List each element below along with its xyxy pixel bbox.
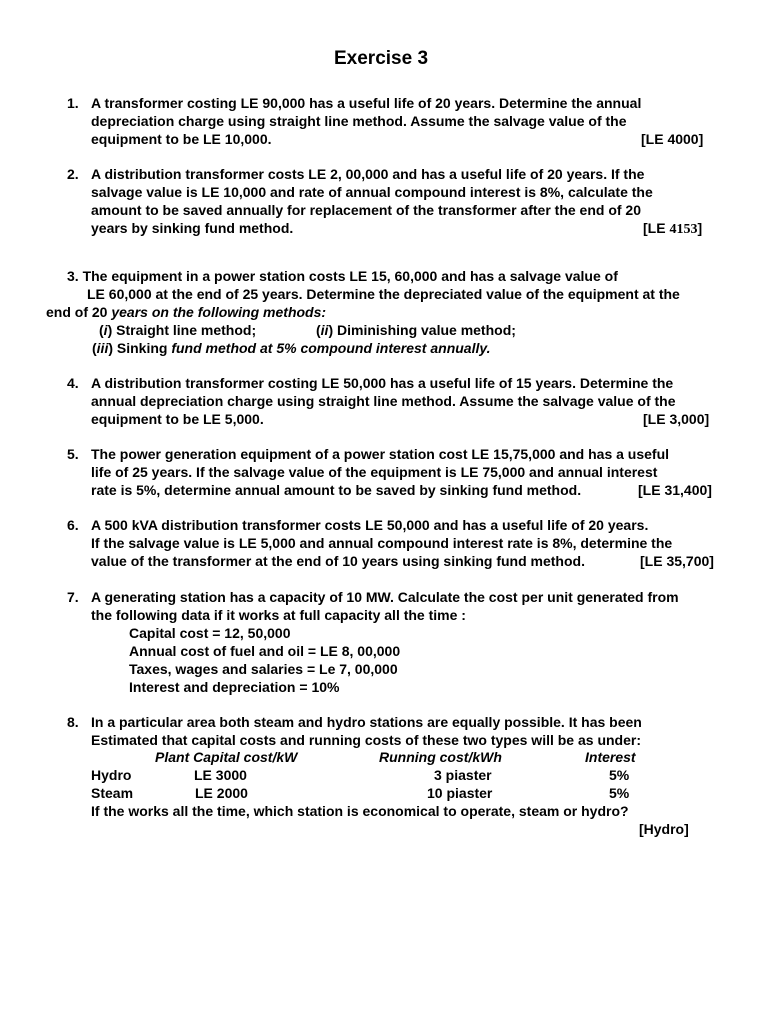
- table-cell: Hydro: [91, 767, 132, 783]
- page-title: Exercise 3: [334, 48, 429, 69]
- problem-number: 1.: [67, 95, 79, 111]
- data-line: Interest and depreciation = 10%: [129, 679, 340, 695]
- data-line: Annual cost of fuel and oil = LE 8, 00,000: [129, 643, 401, 659]
- method-number: ii: [320, 322, 329, 338]
- problem-line: equipment to be LE 10,000.: [91, 131, 272, 147]
- paren: (: [316, 322, 321, 338]
- method-number: iii: [96, 340, 109, 356]
- answer: [643, 220, 702, 238]
- method-number: i: [103, 322, 108, 338]
- problem-line: years by sinking fund method.: [91, 220, 294, 236]
- method-text-italic: fund method at 5% compound interest annually.: [171, 340, 491, 356]
- problem-line: A generating station has a capacity of 10 MW. Calculate the cost per unit generated from: [91, 589, 679, 605]
- table-cell: 5%: [609, 785, 630, 801]
- paren: (: [92, 340, 97, 356]
- answer: [LE 3,000]: [643, 411, 710, 427]
- table-header: Running cost/kWh: [379, 749, 502, 765]
- problem-line: Estimated that capital costs and running costs of these two types will be as under:: [91, 732, 641, 748]
- data-line: Taxes, wages and salaries = Le 7, 00,000: [129, 661, 398, 677]
- problem-line: In a particular area both steam and hydro stations are equally possible. It has been: [91, 714, 642, 730]
- problem-number: 5.: [67, 446, 79, 462]
- method-text: ) Straight line method;: [107, 322, 257, 338]
- problem-line: LE 60,000 at the end of 25 years. Determine the depreciated value of the equipment at the: [87, 286, 680, 302]
- problem-line: A transformer costing LE 90,000 has a useful life of 20 years. Determine the annual: [91, 95, 642, 111]
- problem-number: 2.: [67, 166, 79, 182]
- table-header: Interest: [585, 749, 636, 765]
- problem-line: salvage value is LE 10,000 and rate of annual compound interest is 8%, calculate the: [91, 184, 653, 200]
- problem-line: If the works all the time, which station is economical to operate, steam or hydro?: [91, 803, 629, 819]
- problem-line: equipment to be LE 5,000.: [91, 411, 264, 427]
- problem-number: 7.: [67, 589, 79, 605]
- problem-line: annual depreciation charge using straight line method. Assume the salvage value of the: [91, 393, 676, 409]
- answer-suffix: ]: [697, 220, 703, 236]
- answer: [LE 31,400]: [638, 482, 712, 498]
- method-iii: [92, 340, 491, 357]
- problem-line: depreciation charge using straight line method. Assume the salvage value of the: [91, 113, 627, 129]
- data-line: Capital cost = 12, 50,000: [129, 625, 291, 641]
- problem-line: A distribution transformer costs LE 2, 00,000 and has a useful life of 20 years. If the: [91, 166, 645, 182]
- paren: (: [99, 322, 104, 338]
- problem-number: 4.: [67, 375, 79, 391]
- answer: [Hydro]: [639, 821, 689, 837]
- answer-prefix: [LE: [643, 220, 670, 236]
- method-ii: [316, 322, 516, 339]
- problem-line: rate is 5%, determine annual amount to be saved by sinking fund method.: [91, 482, 582, 498]
- problem-line: If the salvage value is LE 5,000 and annual compound interest rate is 8%, determine the: [91, 535, 673, 551]
- problem-line: A 500 kVA distribution transformer costs LE 50,000 and has a useful life of 20 years.: [91, 517, 649, 533]
- problem-line: life of 25 years. If the salvage value of the equipment is LE 75,000 and annual interest: [91, 464, 658, 480]
- answer: [LE 35,700]: [640, 553, 714, 569]
- table-cell: 3 piaster: [434, 767, 492, 783]
- problem-line: amount to be saved annually for replacement of the transformer after the end of 20: [91, 202, 642, 218]
- answer-value: 4153: [669, 222, 698, 237]
- table-header: Plant Capital cost/kW: [155, 749, 298, 765]
- table-cell: LE 2000: [195, 785, 248, 801]
- problem-number: 6.: [67, 517, 79, 533]
- line-part: end of 20: [46, 304, 112, 320]
- problem-number: 8.: [67, 714, 79, 730]
- method-i: [99, 322, 256, 339]
- table-cell: Steam: [91, 785, 134, 801]
- problem-line: A distribution transformer costing LE 50,000 has a useful life of 15 years. Determine the: [91, 375, 674, 391]
- problem-line: [46, 304, 326, 321]
- table-cell: LE 3000: [194, 767, 247, 783]
- method-text: ) Sinking: [108, 340, 172, 356]
- problem-line: The power generation equipment of a power station cost LE 15,75,000 and has a useful: [91, 446, 670, 462]
- line-part-italic: years on the following methods:: [111, 304, 327, 320]
- problem-line: 3. The equipment in a power station costs LE 15, 60,000 and has a salvage value of: [67, 268, 618, 284]
- answer: [LE 4000]: [641, 131, 704, 147]
- problem-line: value of the transformer at the end of 10 years using sinking fund method.: [91, 553, 585, 569]
- problem-line: the following data if it works at full capacity all the time :: [91, 607, 466, 623]
- table-cell: 10 piaster: [427, 785, 493, 801]
- method-text: ) Diminishing value method;: [328, 322, 516, 338]
- table-cell: 5%: [609, 767, 630, 783]
